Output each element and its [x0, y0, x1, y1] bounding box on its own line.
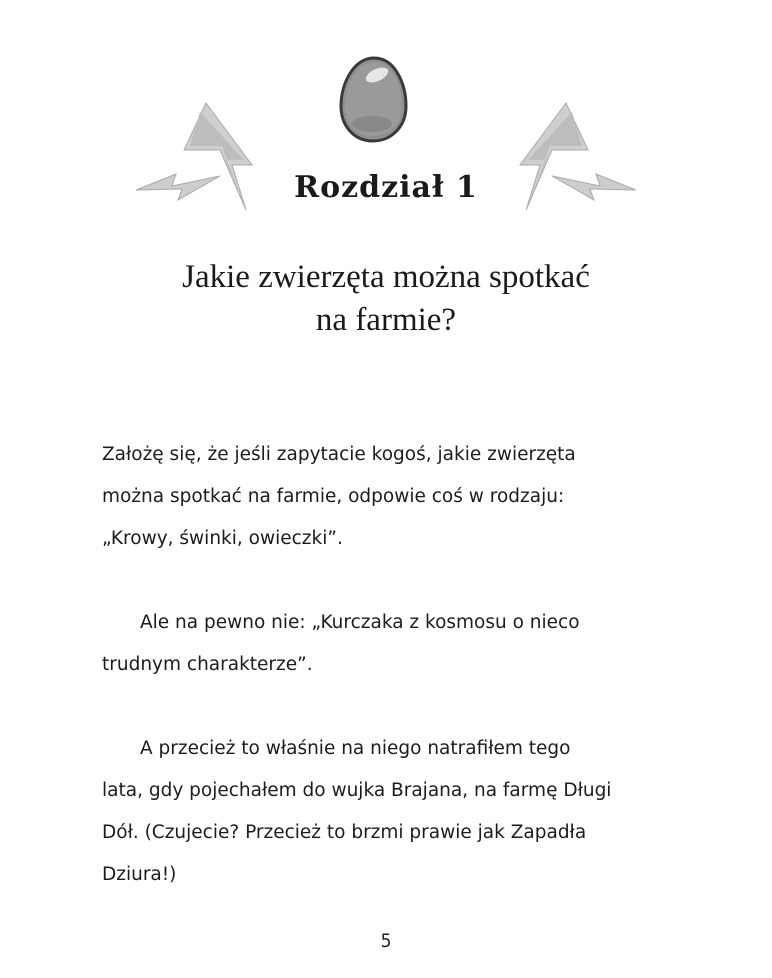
- chapter-title: [0, 256, 772, 342]
- text-line: trudnym charakterze”.: [102, 654, 313, 675]
- chapter-title-line: na farmie?: [315, 302, 457, 338]
- paragraph: [102, 602, 662, 686]
- text-line: lata, gdy pojechałem do wujka Brajana, na farmę Długi: [102, 780, 612, 801]
- chapter-title-line: Jakie zwierzęta można spotkać: [182, 259, 590, 295]
- text-line: Dziura!): [102, 864, 177, 885]
- paragraph: [102, 728, 662, 896]
- text-line: „Krowy, świnki, owieczki”.: [102, 528, 343, 549]
- text-line: Dół. (Czujecie? Przecież to brzmi prawie jak Zapadła: [102, 822, 587, 843]
- text-line: Założę się, że jeśli zapytacie kogoś, jakie zwierzęta: [102, 444, 576, 465]
- chapter-label: Rozdział 1: [294, 170, 478, 205]
- text-line: można spotkać na farmie, odpowie coś w rodzaju:: [102, 486, 565, 507]
- egg-icon: [341, 58, 406, 141]
- page-number: 5: [380, 930, 392, 952]
- paragraph: [102, 434, 662, 560]
- text-line: Ale na pewno nie: „Kurczaka z kosmosu o nieco: [140, 612, 580, 633]
- chapter-body: [102, 434, 662, 938]
- text-line: A przecież to właśnie na niego natrafiłem tego: [140, 738, 571, 759]
